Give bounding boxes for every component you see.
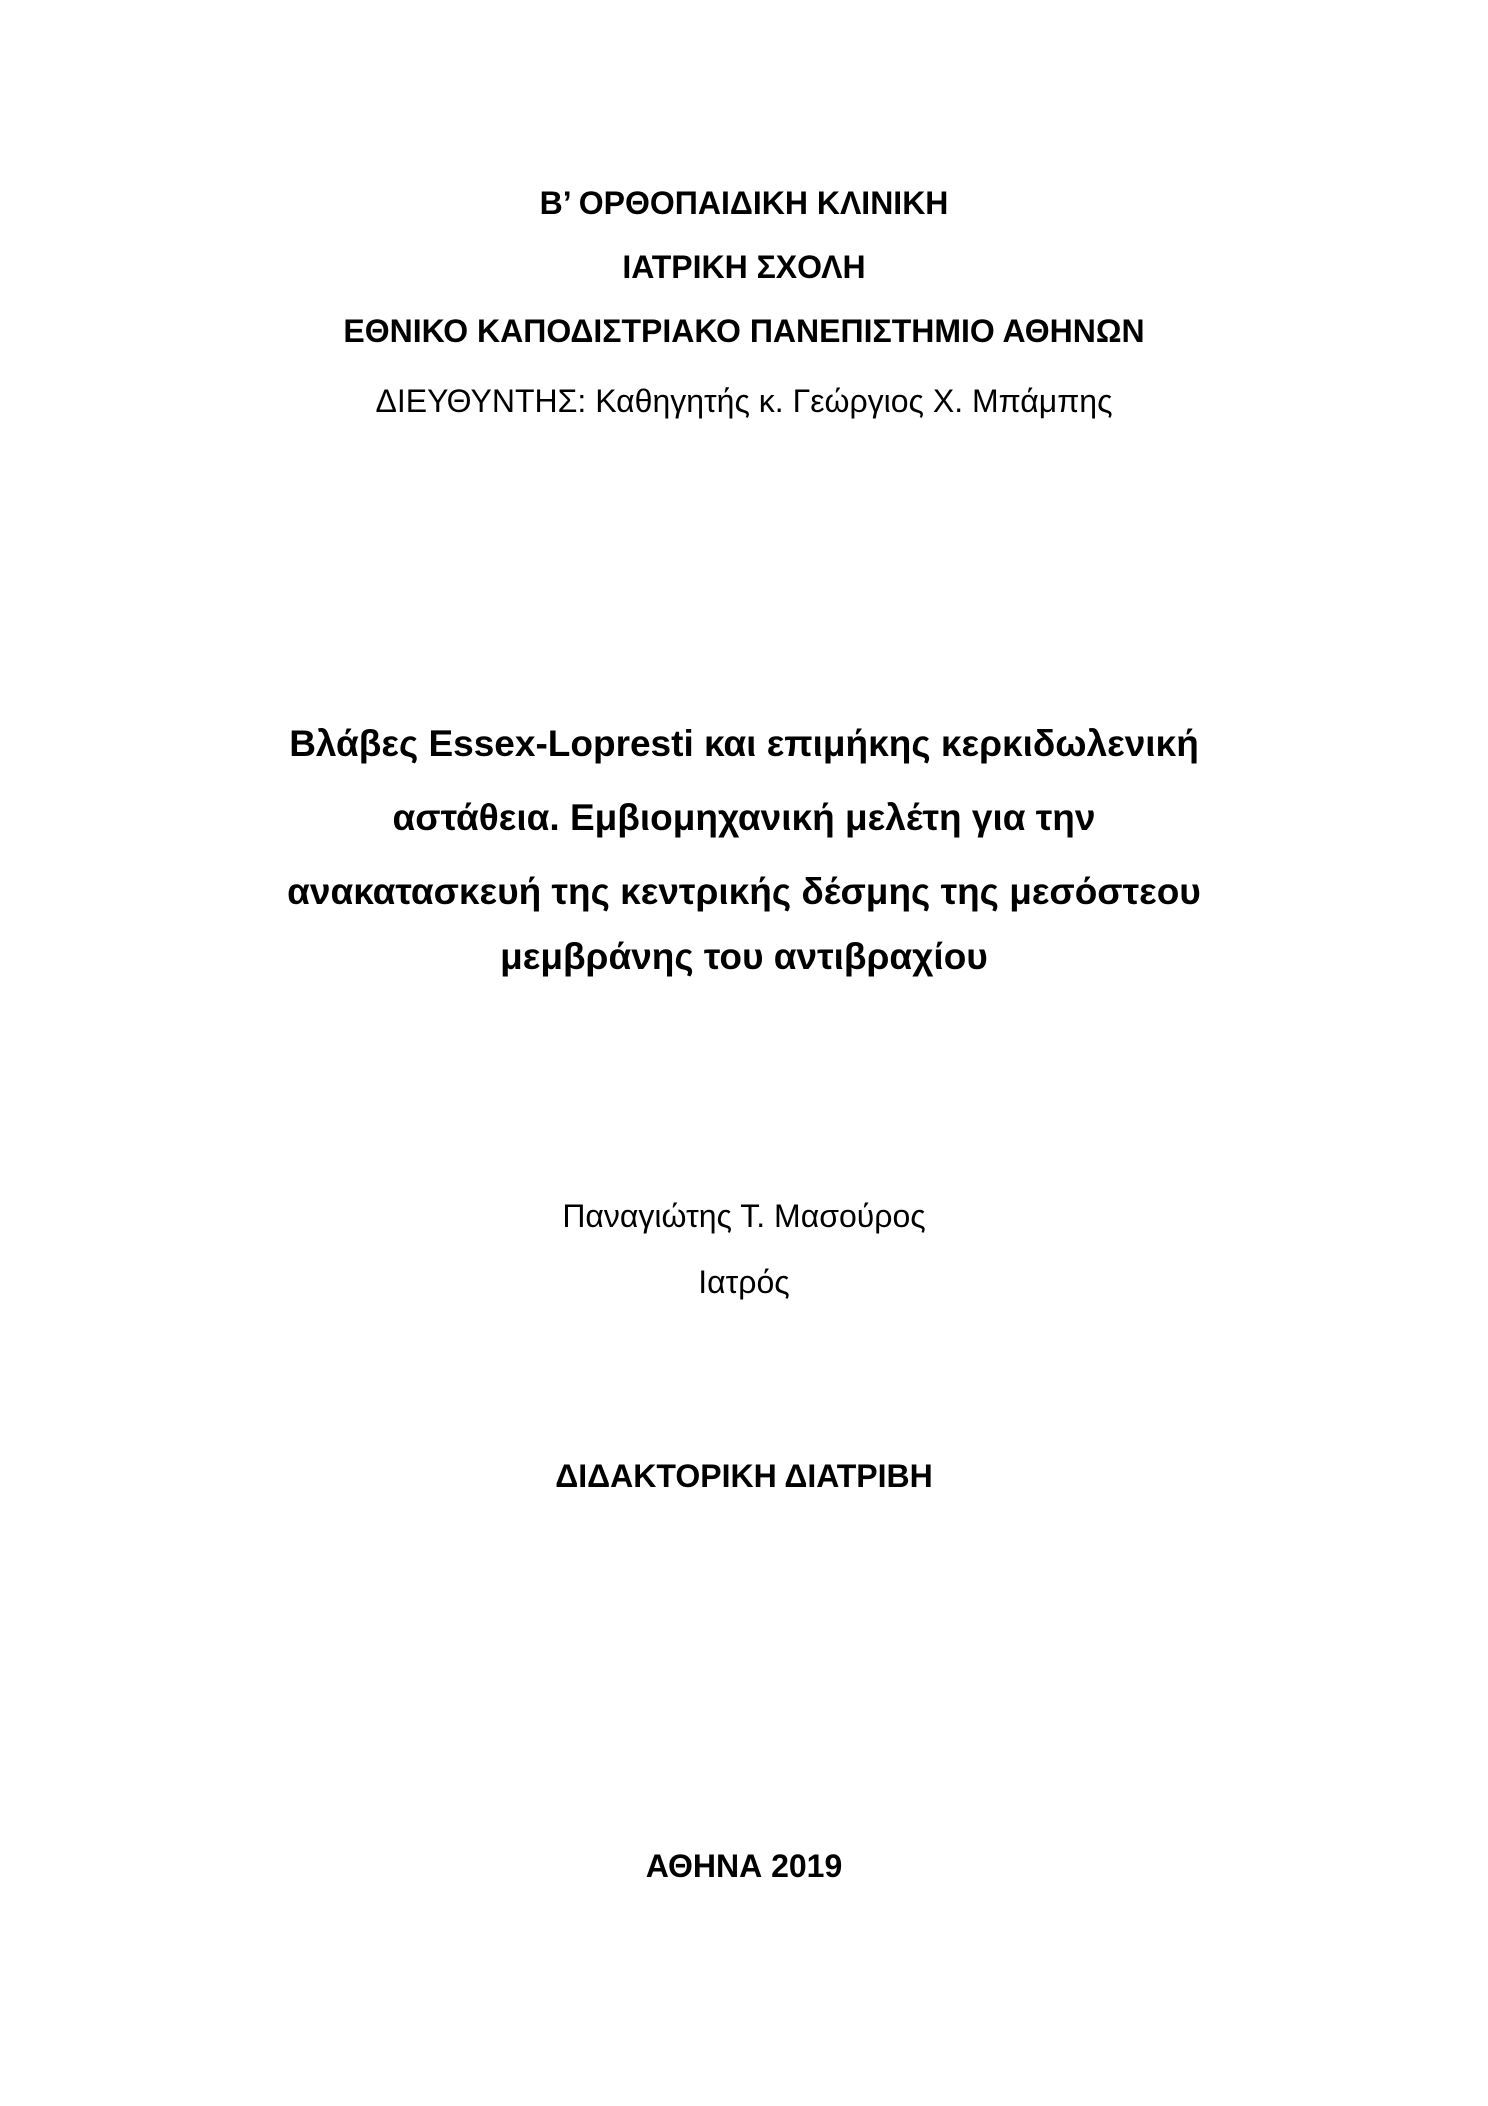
- thesis-title-line-4: μεμβράνης του αντιβραχίου: [500, 936, 988, 977]
- thesis-title-line-2: αστάθεια. Εμβιομηχανική μελέτη για την: [392, 797, 1096, 838]
- clinic-name: Β’ ΟΡΘΟΠΑΙΔΙΚΗ ΚΛΙΝΙΚΗ: [539, 185, 949, 221]
- school-name: ΙΑΤΡΙΚΗ ΣΧΟΛΗ: [622, 249, 866, 285]
- author-profession: Ιατρός: [698, 1264, 790, 1300]
- document-type: ΔΙΔΑΚΤΟΡΙΚΗ ΔΙΑΤΡΙΒΗ: [555, 1458, 933, 1494]
- place-year: ΑΘΗΝΑ 2019: [645, 1848, 843, 1884]
- author-name: Παναγιώτης Τ. Μασούρος: [562, 1198, 926, 1234]
- university-name: ΕΘΝΙΚΟ ΚΑΠΟΔΙΣΤΡΙΑΚΟ ΠΑΝΕΠΙΣΤΗΜΙΟ ΑΘΗΝΩΝ: [343, 313, 1145, 349]
- thesis-title-line-1: Βλάβες Essex-Lopresti και επιμήκης κερκιδωλενική: [289, 723, 1199, 764]
- thesis-title-line-3: ανακατασκευή της κεντρικής δέσμης της μεσόστεου: [287, 871, 1201, 912]
- director-line: ΔΙΕΥΘΥΝΤΗΣ: Καθηγητής κ. Γεώργιος Χ. Μπάμπης: [375, 383, 1113, 419]
